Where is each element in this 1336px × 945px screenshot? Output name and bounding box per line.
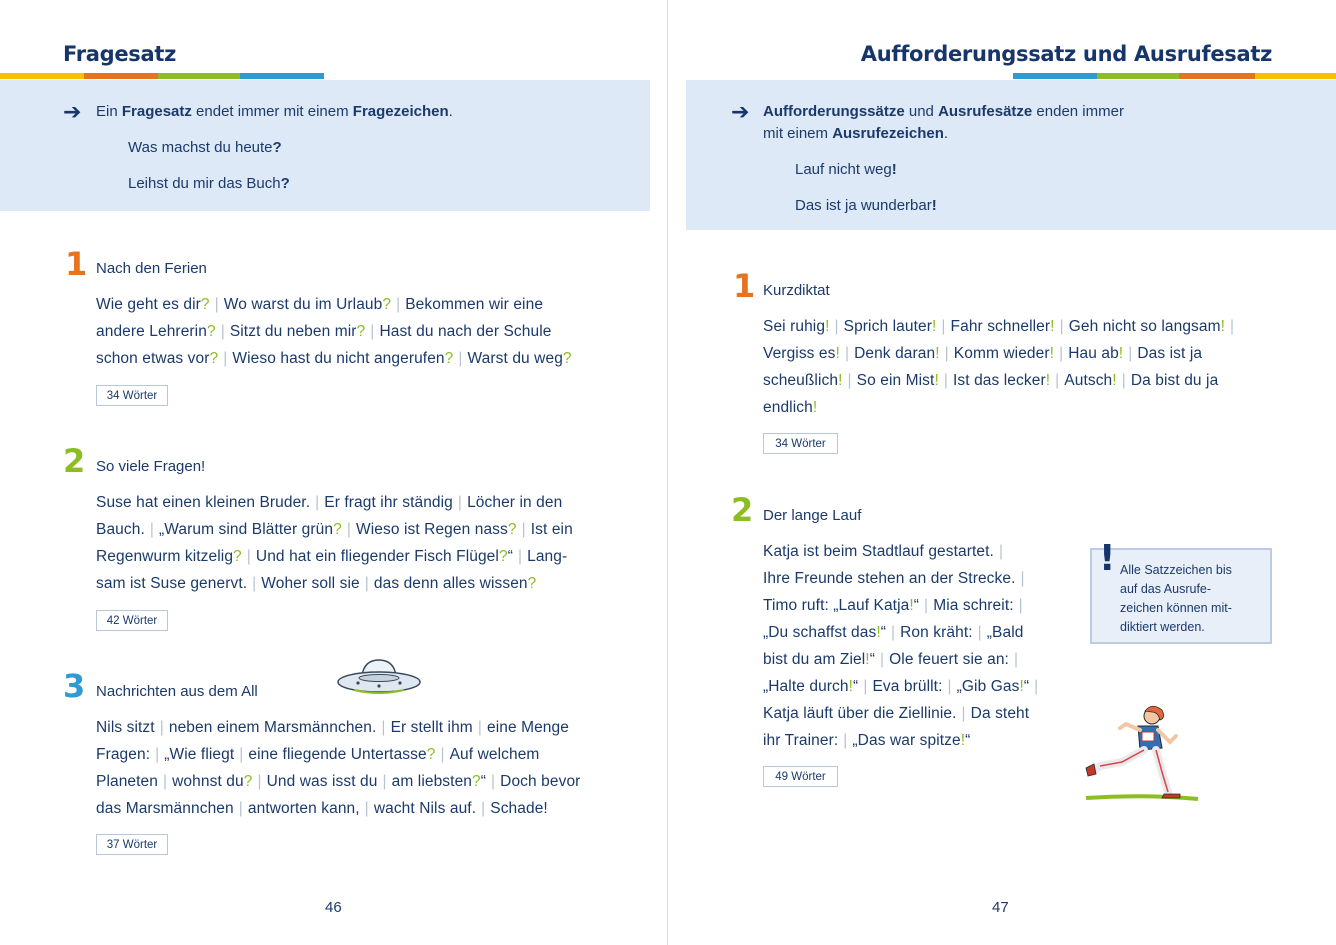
word-count-badge: 34 Wörter bbox=[96, 385, 168, 406]
dictation-line bbox=[96, 494, 562, 512]
word-count-badge: 42 Wörter bbox=[96, 610, 168, 631]
sentence-fragment: Und hat ein fliegender Fisch Flügel bbox=[255, 548, 499, 565]
punctuation-mark: ? bbox=[382, 296, 392, 313]
sentence-fragment: “ bbox=[507, 548, 513, 565]
pause-separator: | bbox=[223, 350, 228, 367]
sentence-fragment: antworten kann, bbox=[247, 800, 360, 817]
sentence-fragment: Fahr schneller bbox=[950, 318, 1051, 335]
rule-box bbox=[686, 80, 1336, 230]
pause-separator: | bbox=[1055, 372, 1060, 389]
punctuation-mark: ! bbox=[1050, 318, 1055, 335]
sentence-fragment: “ bbox=[480, 773, 487, 790]
dictation-line bbox=[96, 719, 569, 737]
dictation-line bbox=[763, 678, 1043, 696]
sentence-fragment: das denn alles wissen bbox=[373, 575, 528, 592]
punctuation-mark: ! bbox=[812, 399, 818, 416]
hint-box bbox=[1090, 538, 1272, 644]
sentence-fragment: Planeten bbox=[96, 773, 158, 790]
sentence-fragment: Lang- bbox=[527, 548, 568, 565]
sentence-fragment: Ist ein bbox=[530, 521, 573, 538]
sentence-fragment: Ist das lecker bbox=[953, 372, 1046, 389]
sentence-fragment: Suse hat einen kleinen Bruder. bbox=[96, 494, 311, 511]
ufo-icon bbox=[336, 656, 422, 698]
sentence-fragment: Komm wieder bbox=[953, 345, 1050, 362]
sentence-fragment: Löcher in den bbox=[467, 494, 563, 511]
pause-separator: | bbox=[491, 773, 496, 790]
punctuation-mark: ! bbox=[1049, 345, 1055, 362]
punctuation-mark: ? bbox=[426, 746, 436, 763]
sentence-fragment: “ bbox=[965, 732, 971, 749]
sentence-fragment: Hau ab bbox=[1068, 345, 1119, 362]
pause-separator: | bbox=[364, 575, 369, 592]
arrow-right-icon: ➔ bbox=[731, 99, 750, 124]
dictation-line bbox=[763, 318, 1239, 336]
dictation-line bbox=[96, 773, 580, 791]
pause-separator: | bbox=[844, 345, 850, 362]
sentence-fragment: Hast du nach der Schule bbox=[379, 323, 552, 340]
rule-text: mit einem Ausrufezeichen. bbox=[763, 125, 949, 142]
pause-separator: | bbox=[252, 575, 257, 592]
sentence-fragment: eine Menge bbox=[486, 719, 569, 736]
sentence-fragment: “ bbox=[913, 597, 920, 614]
pause-separator: | bbox=[381, 719, 386, 736]
pause-separator: | bbox=[163, 773, 168, 790]
sentence-fragment: Und was isst du bbox=[266, 773, 378, 790]
sentence-fragment: das Marsmännchen bbox=[96, 800, 234, 817]
dictation-line bbox=[763, 372, 1218, 390]
sentence-fragment: sam ist Suse genervt. bbox=[96, 575, 248, 592]
punctuation-mark: ? bbox=[356, 323, 366, 340]
sentence-fragment: Sprich lauter bbox=[843, 318, 932, 335]
exercise-title: Nachrichten aus dem All bbox=[96, 683, 258, 700]
pause-separator: | bbox=[257, 773, 262, 790]
pause-separator: | bbox=[481, 800, 486, 817]
punctuation-mark: ! bbox=[1118, 345, 1124, 362]
exercise-number: 3 bbox=[63, 667, 86, 705]
punctuation-mark: ! bbox=[848, 678, 854, 695]
dictation-line bbox=[96, 800, 548, 818]
pause-separator: | bbox=[947, 678, 952, 695]
dictation-line bbox=[96, 746, 539, 764]
rule-box bbox=[0, 80, 650, 211]
sentence-fragment: Katja läuft über die Ziellinie. bbox=[763, 705, 957, 722]
sentence-fragment: Bauch. bbox=[96, 521, 145, 538]
pause-separator: | bbox=[1059, 318, 1064, 335]
sentence-fragment: eine fliegende Untertasse bbox=[248, 746, 427, 763]
color-stripe bbox=[0, 73, 324, 79]
page-number: 46 bbox=[325, 899, 342, 916]
dictation-line bbox=[96, 350, 572, 368]
sentence-fragment: „Warum sind Blätter grün bbox=[159, 521, 334, 538]
example-sentence: Leihst du mir das Buch? bbox=[128, 175, 290, 192]
pause-separator: | bbox=[220, 323, 225, 340]
dictation-line bbox=[763, 705, 1029, 723]
pause-separator: | bbox=[1013, 651, 1019, 668]
sentence-fragment: wacht Nils auf. bbox=[373, 800, 477, 817]
sentence-fragment: “ bbox=[869, 651, 875, 668]
dictation-line bbox=[96, 323, 551, 341]
runner-illustration bbox=[1082, 702, 1202, 802]
sentence-fragment: Das ist ja bbox=[1137, 345, 1203, 362]
pause-separator: | bbox=[843, 732, 848, 749]
punctuation-mark: ! bbox=[838, 372, 843, 389]
punctuation-mark: ! bbox=[835, 345, 840, 362]
pause-separator: | bbox=[1034, 678, 1039, 695]
rule-text: Aufforderungssätze und Ausrufesätze enden immer bbox=[763, 103, 1124, 120]
exercise-number: 1 bbox=[733, 267, 756, 305]
exercise-number: 2 bbox=[63, 442, 86, 480]
sentence-fragment: Autsch bbox=[1064, 372, 1113, 389]
sentence-fragment: Da steht bbox=[970, 705, 1030, 722]
pause-separator: | bbox=[847, 372, 852, 389]
sentence-fragment: am liebsten bbox=[391, 773, 473, 790]
punctuation-mark: ? bbox=[498, 548, 508, 565]
sentence-fragment: Da bist du ja bbox=[1130, 372, 1219, 389]
example-sentence: Was machst du heute? bbox=[128, 139, 282, 156]
punctuation-mark: ! bbox=[960, 732, 966, 749]
arrow-right-icon: ➔ bbox=[63, 99, 82, 124]
word-count-badge: 49 Wörter bbox=[763, 766, 838, 787]
exercise-title: Kurzdiktat bbox=[763, 282, 830, 299]
pause-separator: | bbox=[943, 372, 948, 389]
sentence-fragment: bist du am Ziel bbox=[763, 651, 866, 668]
pause-separator: | bbox=[346, 521, 351, 538]
punctuation-mark: ! bbox=[931, 318, 937, 335]
dictation-line bbox=[763, 570, 1030, 588]
punctuation-mark: ? bbox=[243, 773, 253, 790]
sentence-fragment: Timo ruft: „Lauf Katja bbox=[763, 597, 910, 614]
punctuation-mark: ! bbox=[909, 597, 914, 614]
pause-separator: | bbox=[370, 323, 375, 340]
sentence-fragment: Er fragt ihr ständig bbox=[324, 494, 453, 511]
hint-text: diktiert werden. bbox=[1120, 620, 1205, 634]
sentence-fragment: „Gib Gas bbox=[956, 678, 1020, 695]
pause-separator: | bbox=[879, 651, 885, 668]
pause-separator: | bbox=[863, 678, 868, 695]
sentence-fragment: Auf welchem bbox=[449, 746, 540, 763]
punctuation-mark: ? bbox=[527, 575, 537, 592]
sentence-fragment: schon etwas vor bbox=[96, 350, 210, 367]
sentence-fragment: Wie geht es dir bbox=[96, 296, 201, 313]
sentence-fragment: Denk daran bbox=[854, 345, 936, 362]
right-page bbox=[668, 0, 1336, 945]
pause-separator: | bbox=[382, 773, 387, 790]
pause-separator: | bbox=[238, 800, 243, 817]
pause-separator: | bbox=[1128, 345, 1133, 362]
hint-text: zeichen können mit- bbox=[1120, 601, 1232, 615]
pause-separator: | bbox=[834, 318, 839, 335]
pause-separator: | bbox=[1121, 372, 1126, 389]
exercise-number: 2 bbox=[731, 491, 754, 529]
hint-text: auf das Ausrufe- bbox=[1120, 582, 1212, 596]
example-sentence: Das ist ja wunderbar! bbox=[795, 197, 937, 214]
rule-text: Ein Fragesatz endet immer mit einem Fragezeichen. bbox=[96, 103, 453, 120]
pause-separator: | bbox=[457, 494, 463, 511]
pause-separator: | bbox=[1018, 597, 1023, 614]
sentence-fragment: Nils sitzt bbox=[96, 719, 155, 736]
punctuation-mark: ? bbox=[206, 323, 216, 340]
sentence-fragment: neben einem Marsmännchen. bbox=[168, 719, 377, 736]
page-title: Aufforderungssatz und Ausrufesatz bbox=[860, 42, 1272, 66]
sentence-fragment: Warst du weg bbox=[467, 350, 563, 367]
sentence-fragment: „Halte durch bbox=[763, 678, 849, 695]
punctuation-mark: ? bbox=[444, 350, 454, 367]
dictation-line bbox=[763, 345, 1202, 363]
pause-separator: | bbox=[1059, 345, 1064, 362]
dictation-line bbox=[763, 624, 1023, 642]
pause-separator: | bbox=[155, 746, 160, 763]
color-stripe bbox=[1013, 73, 1336, 79]
punctuation-mark: ! bbox=[1220, 318, 1226, 335]
dictation-line bbox=[96, 521, 573, 539]
pause-separator: | bbox=[891, 624, 896, 641]
exercise-title: Der lange Lauf bbox=[763, 507, 862, 524]
page-number: 47 bbox=[992, 899, 1009, 916]
sentence-fragment: Sei ruhig bbox=[763, 318, 826, 335]
dictation-line bbox=[763, 651, 1023, 669]
punctuation-mark: ! bbox=[865, 651, 870, 668]
pause-separator: | bbox=[1230, 318, 1235, 335]
sentence-fragment: Wo warst du im Urlaub bbox=[223, 296, 383, 313]
sentence-fragment: „Das war spitze bbox=[852, 732, 961, 749]
exercise-title: Nach den Ferien bbox=[96, 260, 207, 277]
pause-separator: | bbox=[517, 548, 523, 565]
pause-separator: | bbox=[521, 521, 526, 538]
exercise-number: 1 bbox=[65, 245, 88, 283]
sentence-fragment: Schade! bbox=[490, 800, 548, 817]
sentence-fragment: Geh nicht so langsam bbox=[1068, 318, 1221, 335]
punctuation-mark: ? bbox=[562, 350, 572, 367]
pause-separator: | bbox=[924, 597, 929, 614]
pause-separator: | bbox=[364, 800, 369, 817]
sentence-fragment: endlich bbox=[763, 399, 813, 416]
sentence-fragment: So ein Mist bbox=[856, 372, 935, 389]
page-title: Fragesatz bbox=[63, 42, 177, 66]
dictation-line bbox=[763, 399, 817, 417]
dictation-line bbox=[96, 296, 543, 314]
punctuation-mark: ! bbox=[825, 318, 830, 335]
pause-separator: | bbox=[477, 719, 482, 736]
sentence-fragment: scheußlich bbox=[763, 372, 839, 389]
sentence-fragment: Bekommen wir eine bbox=[405, 296, 544, 313]
punctuation-mark: ! bbox=[1019, 678, 1024, 695]
sentence-fragment: wohnst du bbox=[172, 773, 244, 790]
sentence-fragment: “ bbox=[880, 624, 886, 641]
exercise-title: So viele Fragen! bbox=[96, 458, 206, 475]
dictation-line bbox=[96, 548, 567, 566]
sentence-fragment: Regenwurm kitzelig bbox=[96, 548, 234, 565]
sentence-fragment: Eva brüllt: bbox=[872, 678, 943, 695]
sentence-fragment: andere Lehrerin bbox=[96, 323, 207, 340]
sentence-fragment: Woher soll sie bbox=[261, 575, 360, 592]
sentence-fragment: Vergiss es bbox=[763, 345, 836, 362]
punctuation-mark: ? bbox=[507, 521, 517, 538]
punctuation-mark: ! bbox=[876, 624, 881, 641]
sentence-fragment: “ bbox=[1023, 678, 1030, 695]
dictation-line bbox=[763, 732, 970, 750]
pause-separator: | bbox=[315, 494, 320, 511]
pause-separator: | bbox=[944, 345, 949, 362]
pause-separator: | bbox=[961, 705, 966, 722]
sentence-fragment: Er stellt ihm bbox=[390, 719, 473, 736]
sentence-fragment: „Du schaffst das bbox=[763, 624, 877, 641]
word-count-badge: 34 Wörter bbox=[763, 433, 838, 454]
pause-separator: | bbox=[440, 746, 445, 763]
sentence-fragment: Ole feuert sie an: bbox=[889, 651, 1009, 668]
sentence-fragment: „Wie fliegt bbox=[164, 746, 235, 763]
sentence-fragment: Wieso hast du nicht angerufen bbox=[232, 350, 445, 367]
sentence-fragment: Wieso ist Regen nass bbox=[355, 521, 508, 538]
pause-separator: | bbox=[396, 296, 401, 313]
punctuation-mark: ? bbox=[233, 548, 242, 565]
pause-separator: | bbox=[159, 719, 164, 736]
example-sentence: Lauf nicht weg! bbox=[795, 161, 897, 178]
pause-separator: | bbox=[149, 521, 154, 538]
pause-separator: | bbox=[246, 548, 251, 565]
sentence-fragment: Sitzt du neben mir bbox=[229, 323, 357, 340]
hint-text: Alle Satzzeichen bis bbox=[1120, 563, 1232, 577]
punctuation-mark: ? bbox=[333, 521, 342, 538]
pause-separator: | bbox=[214, 296, 219, 313]
punctuation-mark: ? bbox=[209, 350, 219, 367]
pause-separator: | bbox=[458, 350, 463, 367]
pause-separator: | bbox=[239, 746, 244, 763]
punctuation-mark: ? bbox=[472, 773, 481, 790]
sentence-fragment: Ron kräht: bbox=[900, 624, 973, 641]
punctuation-mark: ! bbox=[935, 345, 940, 362]
pause-separator: | bbox=[1020, 570, 1025, 587]
pause-separator: | bbox=[941, 318, 946, 335]
exclamation-icon: ! bbox=[1099, 538, 1116, 579]
sentence-fragment: „Bald bbox=[986, 624, 1024, 641]
sentence-fragment: Ihre Freunde stehen an der Strecke. bbox=[763, 570, 1016, 587]
sentence-fragment: Doch bevor bbox=[500, 773, 581, 790]
punctuation-mark: ? bbox=[200, 296, 210, 313]
punctuation-mark: ! bbox=[934, 372, 939, 389]
dictation-line bbox=[96, 575, 536, 593]
sentence-fragment: “ bbox=[853, 678, 859, 695]
sentence-fragment: ihr Trainer: bbox=[763, 732, 839, 749]
dictation-line bbox=[763, 597, 1028, 615]
pause-separator: | bbox=[977, 624, 982, 641]
sentence-fragment: Fragen: bbox=[96, 746, 151, 763]
sentence-fragment: Mia schreit: bbox=[933, 597, 1014, 614]
word-count-badge: 37 Wörter bbox=[96, 834, 168, 855]
pause-separator: | bbox=[998, 543, 1004, 560]
punctuation-mark: ! bbox=[1112, 372, 1117, 389]
dictation-line bbox=[763, 543, 1008, 561]
punctuation-mark: ! bbox=[1045, 372, 1051, 389]
sentence-fragment: Katja ist beim Stadtlauf gestartet. bbox=[763, 543, 994, 560]
